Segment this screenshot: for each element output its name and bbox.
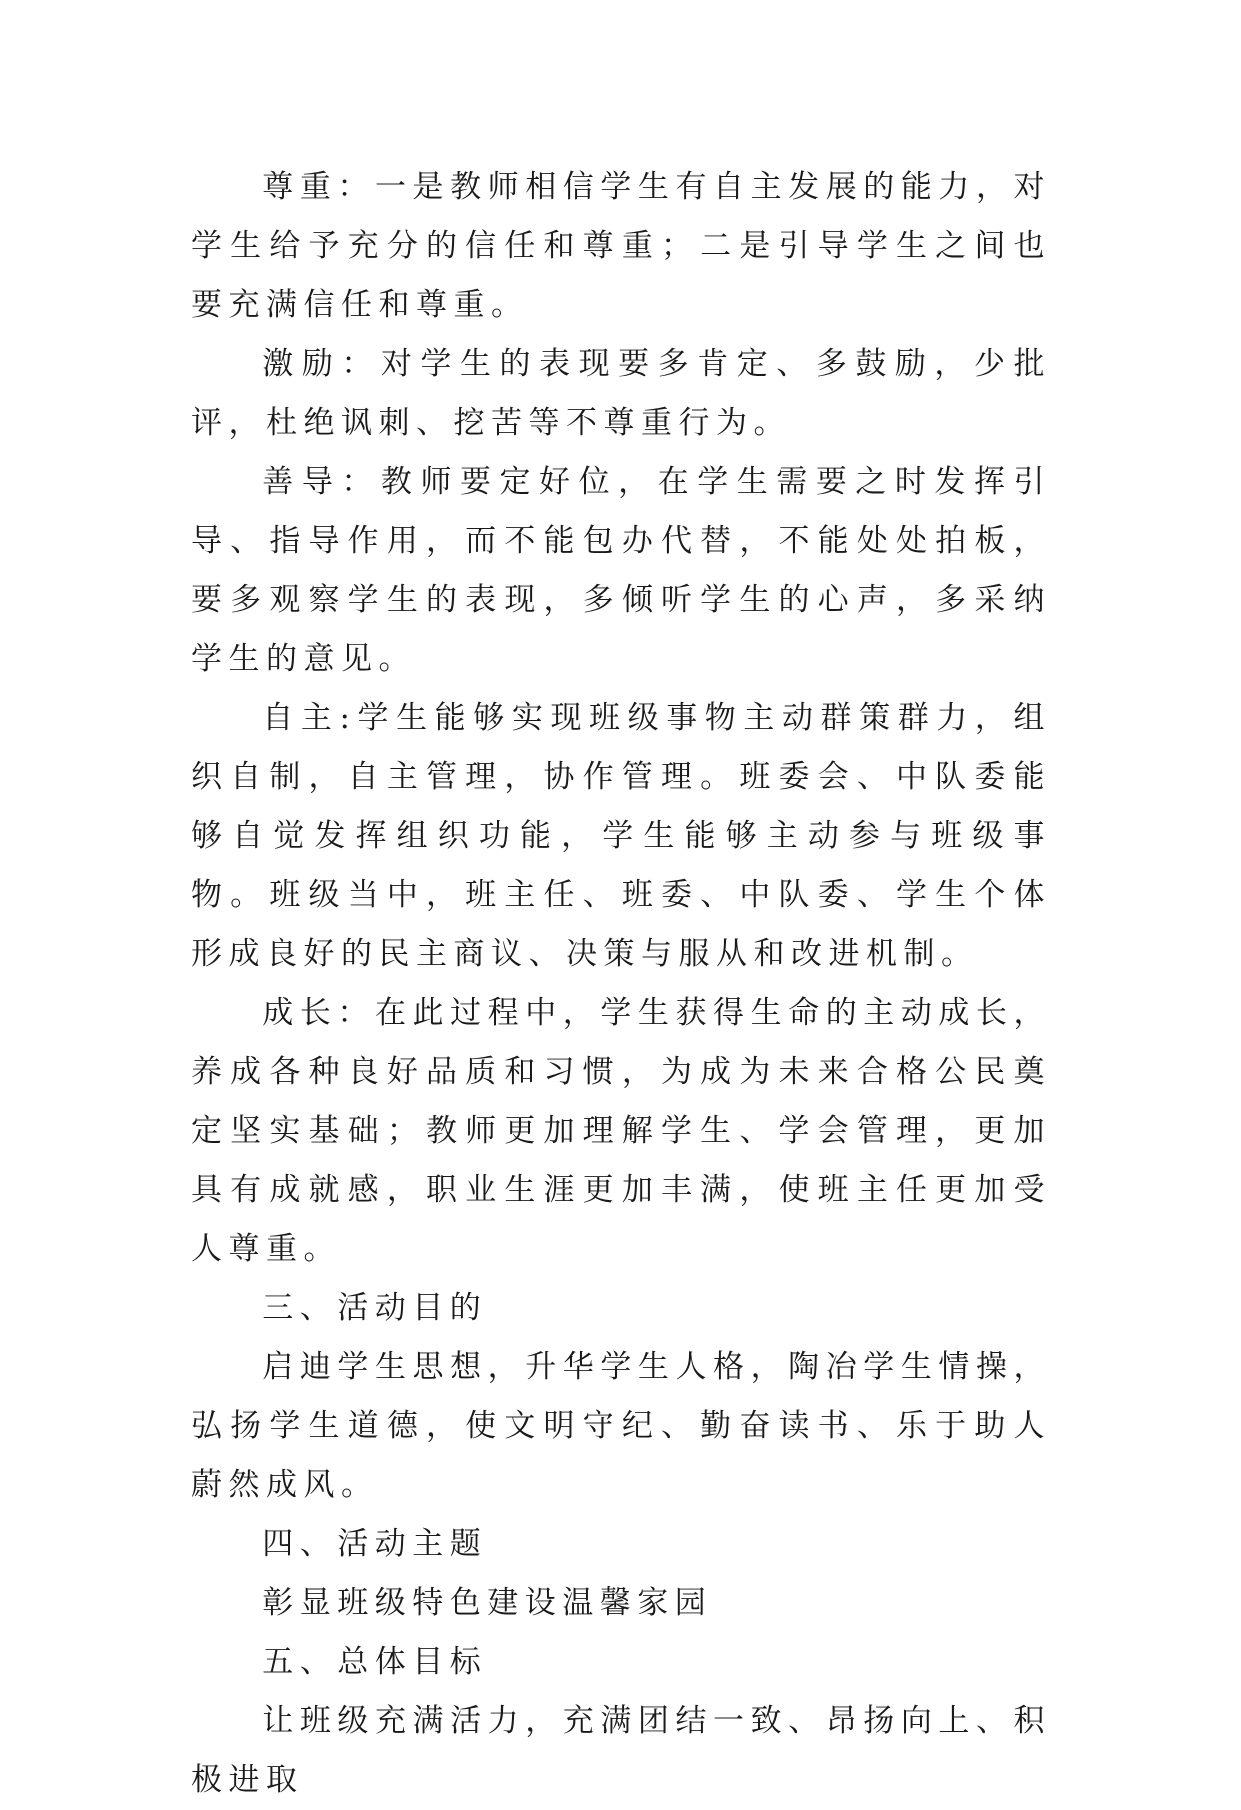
- paragraph-respect: 尊重：一是教师相信学生有自主发展的能力，对学生给予充分的信任和尊重；二是引导学生之间也要充满信任和尊重。: [191, 169, 1051, 323]
- paragraph-purpose: 启迪学生思想，升华学生人格，陶冶学生情操，弘扬学生道德，使文明守纪、勤奋读书、乐于助人蔚然成风。: [191, 1349, 1051, 1503]
- paragraph-autonomy: 自主:学生能够实现班级事物主动群策群力，组织自制，自主管理，协作管理。班委会、中队委能够自觉发挥组织功能，学生能够主动参与班级事物。班级当中，班主任、班委、中队委、学生个体形成良好的民主商议、决策与服从和改进机制。: [191, 700, 1051, 972]
- section-heading-theme: 四、活动主题: [262, 1526, 488, 1562]
- paragraph-growth: 成长：在此过程中，学生获得生命的主动成长，养成各种良好品质和习惯，为成为未来合格公民奠定坚实基础；教师更加理解学生、学会管理，更加具有成就感，职业生涯更加丰满，使班主任更加受人尊重。: [191, 995, 1051, 1267]
- section-heading-goal: 五、总体目标: [262, 1644, 488, 1680]
- paragraph-guide: 善导：教师要定好位，在学生需要之时发挥引导、指导作用，而不能包办代替，不能处处拍板，要多观察学生的表现，多倾听学生的心声，多采纳学生的意见。: [191, 464, 1051, 677]
- section-heading-purpose: 三、活动目的: [262, 1290, 488, 1326]
- paragraph-encourage: 激励：对学生的表现要多肯定、多鼓励，少批评，杜绝讽刺、挖苦等不尊重行为。: [191, 346, 1051, 441]
- document-body: [191, 158, 1051, 1810]
- paragraph-theme: 彰显班级特色建设温馨家园: [262, 1585, 713, 1621]
- paragraph-goal: 让班级充满活力，充满团结一致、昂扬向上、积极进取: [191, 1703, 1051, 1798]
